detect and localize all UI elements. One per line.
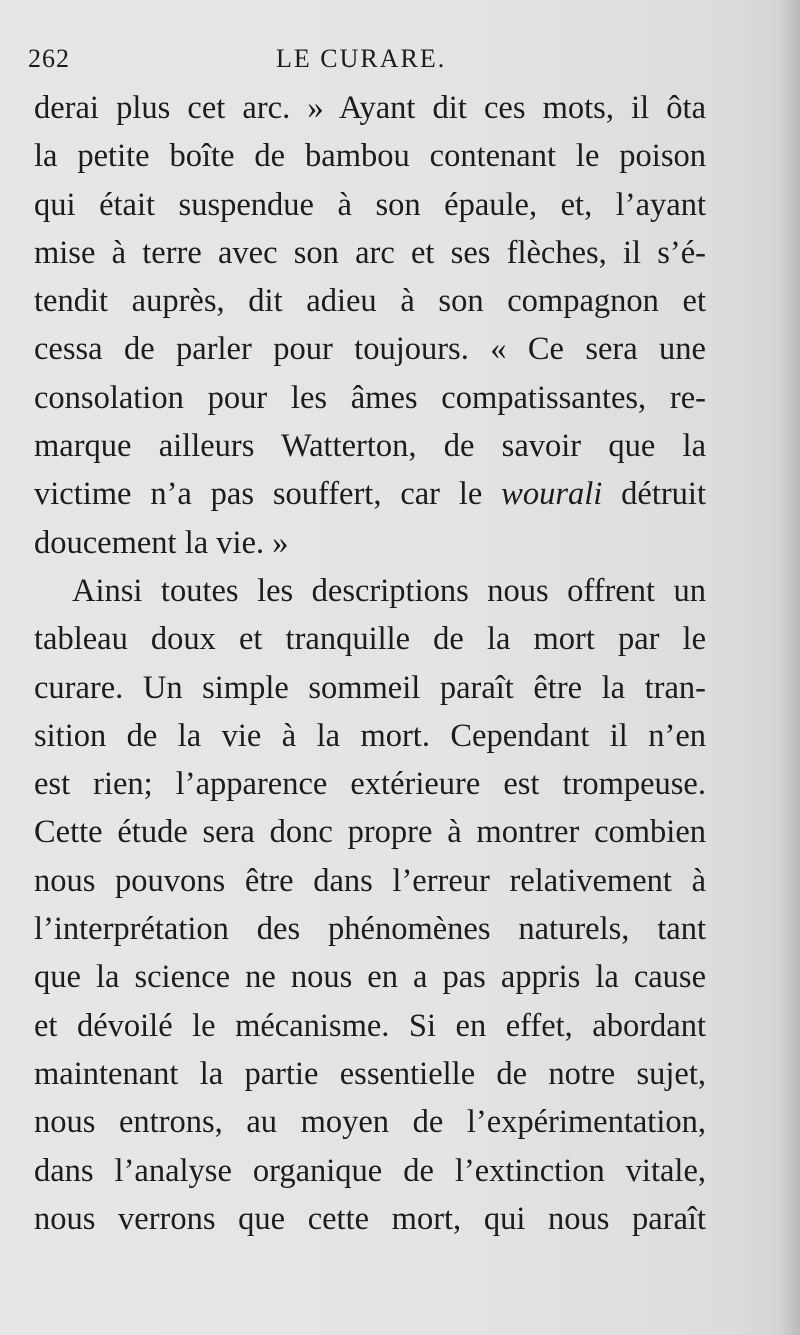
running-title: LE CURARE. xyxy=(276,44,447,73)
text-line: derai plus cet arc. » Ayant dit ces mots, il ôta xyxy=(34,90,706,126)
text-line: nous verrons que cette mort, qui nous paraît xyxy=(34,1200,706,1237)
text-line: marque ailleurs Watterton, de savoir que la xyxy=(34,428,706,465)
text-line: maintenant la partie essentielle de notre sujet, xyxy=(34,1055,706,1092)
text-line: curare. Un simple sommeil paraît être la tran- xyxy=(34,669,706,706)
italic-term: wourali xyxy=(501,476,603,513)
text-line: tendit auprès, dit adieu à son compagnon et xyxy=(34,283,706,320)
text-line: tableau doux et tranquille de la mort par le xyxy=(34,621,706,658)
text-line: Ainsi toutes les descriptions nous offrent un xyxy=(72,572,706,609)
text-line: que la science ne nous en a pas appris la cause xyxy=(34,959,706,996)
page-number: 262 xyxy=(28,44,70,73)
text-line: doucement la vie. » xyxy=(34,524,289,561)
text-line: sition de la vie à la mort. Cependant il n’en xyxy=(34,717,706,754)
text-segment: victime n’a pas souffert, car le xyxy=(34,476,502,513)
running-head xyxy=(28,44,718,80)
text-line: et dévoilé le mécanisme. Si en effet, abordant xyxy=(34,1007,706,1044)
text-line: nous pouvons être dans l’erreur relativement à xyxy=(34,862,706,899)
text-line: mise à terre avec son arc et ses flèches, il s’é- xyxy=(34,234,706,271)
text-line: la petite boîte de bambou contenant le poison xyxy=(34,138,706,175)
text-line: dans l’analyse organique de l’extinction vitale, xyxy=(34,1152,706,1189)
text-line: est rien; l’apparence extérieure est trompeuse. xyxy=(34,766,706,803)
body-text xyxy=(34,84,706,1243)
text-line: l’interprétation des phénomènes naturels, tant xyxy=(34,911,706,948)
text-segment: détruit xyxy=(602,476,706,513)
text-line: nous entrons, au moyen de l’expérimentation, xyxy=(34,1104,706,1141)
text-line: cessa de parler pour toujours. « Ce sera une xyxy=(34,331,706,368)
page-edge-shadow xyxy=(778,0,800,1335)
text-line: qui était suspendue à son épaule, et, l’ayant xyxy=(34,186,706,223)
text-line: Cette étude sera donc propre à montrer combien xyxy=(34,814,706,851)
text-line xyxy=(34,470,706,518)
text-line: consolation pour les âmes compatissantes, re- xyxy=(34,379,706,416)
